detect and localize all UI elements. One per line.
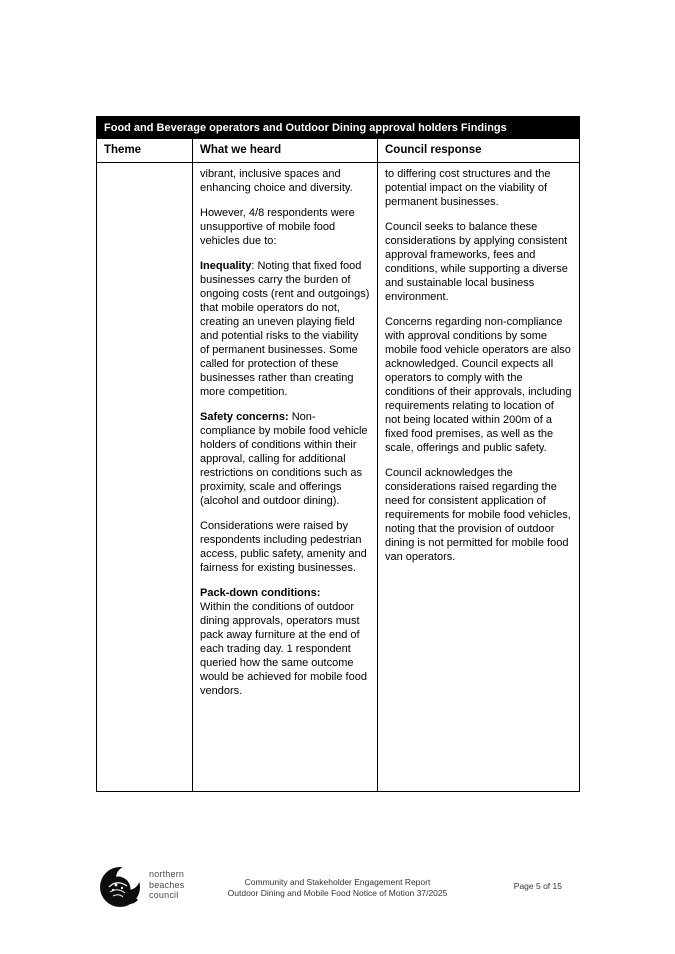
page-number: Page 5 of 15	[513, 881, 562, 891]
heard-paragraph: Considerations were raised by respondents including pedestrian access, public safety, amenity and fairness for existing businesses.	[200, 520, 367, 574]
heard-paragraph-pack-down: Pack-down conditions: Within the conditions of outdoor dining approvals, operators must pack away furniture at the end of each trading day. 1 respondent queried how the same outcome would be achieved for mobile food vendors.	[200, 587, 367, 697]
response-paragraph: to differing cost structures and the potential impact on the viability of permanent businesses.	[385, 168, 551, 208]
footer-report-line2: Outdoor Dining and Mobile Food Notice of Motion 37/2025	[227, 888, 448, 898]
table-title: Food and Beverage operators and Outdoor Dining approval holders Findings	[104, 122, 507, 134]
findings-table	[96, 116, 580, 792]
heard-paragraph: vibrant, inclusive spaces and enhancing choice and diversity.	[200, 168, 353, 194]
page-footer	[0, 860, 675, 930]
heard-paragraph: However, 4/8 respondents were unsupportive of mobile food vehicles due to:	[200, 207, 355, 247]
table-header-row	[97, 139, 579, 163]
response-paragraph: Council acknowledges the considerations raised regarding the need for consistent application of requirements for mobile food vehicles, noting that the provision of outdoor dining is not permitted for mobile food van operators.	[385, 467, 571, 563]
heard-paragraph-inequality: Inequality: Noting that fixed food businesses carry the burden of ongoing costs (rent and outgoings) that mobile operators do not, creating an uneven playing field and potential risks to the viability of permanent businesses. Some called for protection of these businesses rather than creating more competition.	[200, 260, 370, 398]
table-body-row	[97, 163, 579, 791]
cell-what-we-heard	[193, 163, 378, 791]
cell-theme	[97, 163, 193, 791]
response-paragraph: Concerns regarding non-compliance with approval conditions by some mobile food vehicle operators are also acknowledged. Council expects all operators to comply with the conditions of their approvals, including requirements relating to location of not being located within 200m of a fixed food premises, as well as the scale, offerings and public safety.	[385, 316, 572, 454]
footer-report-title	[0, 877, 675, 899]
column-header-theme: Theme	[97, 139, 193, 162]
heard-paragraph-safety-concerns: Safety concerns: Non-compliance by mobile food vehicle holders of conditions within their approval, calling for additional restrictions on conditions such as proximity, scale and offerings (alcohol and outdoor dining).	[200, 411, 368, 507]
table-title-bar	[97, 117, 579, 139]
council-logo-wordmark: northern beaches council	[149, 869, 185, 900]
response-paragraph: Council seeks to balance these considerations by applying consistent approval frameworks, fees and conditions, while supporting a diverse and sustainable local business environment.	[385, 221, 568, 303]
footer-report-line1: Community and Stakeholder Engagement Report	[244, 877, 431, 887]
cell-council-response	[378, 163, 579, 791]
column-header-council-response: Council response	[378, 139, 579, 162]
column-header-what-we-heard: What we heard	[193, 139, 378, 162]
